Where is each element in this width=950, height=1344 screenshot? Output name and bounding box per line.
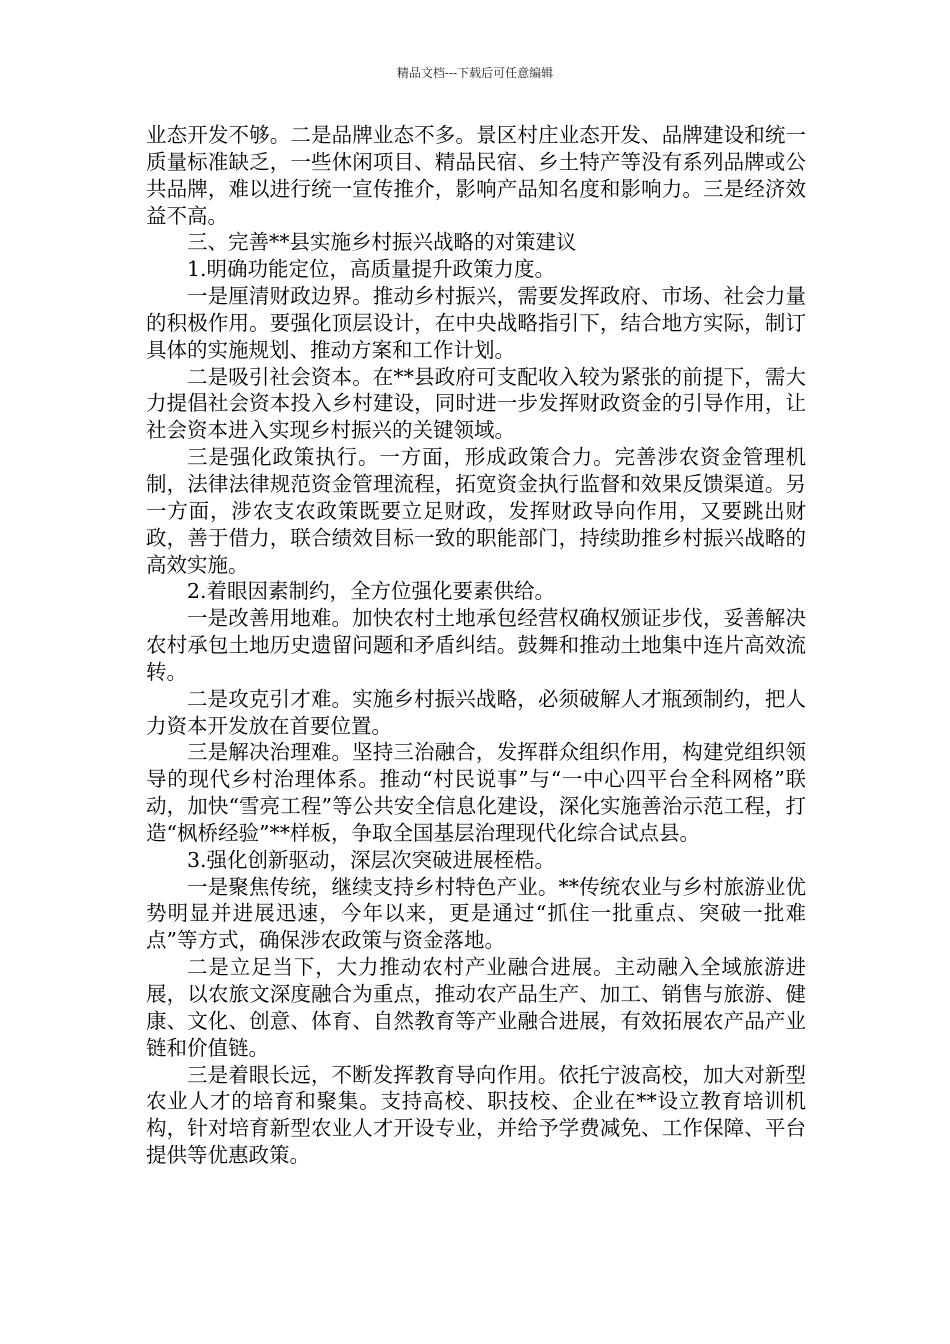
paragraph: 二是攻克引才难。实施乡村振兴战略，必须破解人才瓶颈制约，把人力资本开发放在首要位置。 bbox=[146, 686, 806, 738]
paragraph: 二是立足当下，大力推动农村产业融合进展。主动融入全域旅游进展，以农旅文深度融合为重点，推动农产品生产、加工、销售与旅游、健康、文化、创意、体育、自然教育等产业融合进展，有效拓展农产品产业链和价值链。 bbox=[146, 955, 806, 1060]
paragraph: 三是着眼长远，不断发挥教育导向作用。依托宁波高校，加大对新型农业人才的培育和聚集。支持高校、职技校、企业在**设立教育培训机构，针对培育新型农业人才开设专业，并给予学费减免、工作保障、平台提供等优惠政策。 bbox=[146, 1062, 806, 1168]
paragraph-continuation: 业态开发不够。二是品牌业态不多。景区村庄业态开发、品牌建设和统一质量标准缺乏，一些休闲项目、精品民宿、乡土特产等没有系列品牌或公共品牌，难以进行统一宣传推介，影响产品知名度和影响力。三是经济效益不高。 bbox=[146, 123, 806, 228]
page-header: 精品文档---下载后可任意编辑 bbox=[396, 66, 554, 80]
paragraph: 一是厘清财政边界。推动乡村振兴，需要发挥政府、市场、社会力量的积极作用。要强化顶层设计，在中央战略指引下，结合地方实际，制订具体的实施规划、推动方案和工作计划。 bbox=[146, 284, 806, 362]
paragraph: 三是强化政策执行。一方面，形成政策合力。完善涉农资金管理机制，法律法律规范资金管理流程，拓宽资金执行监督和效果反馈渠道。另一方面，涉农支农政策既要立足财政，发挥财政导向作用，又要跳出财政，善于借力，联合绩效目标一致的职能部门，持续助推乡村振兴战略的高效实施。 bbox=[146, 445, 806, 577]
subsection-heading-2: 2.着眼因素制约，全方位强化要素供给。 bbox=[187, 579, 556, 604]
paragraph: 二是吸引社会资本。在**县政府可支配收入较为紧张的前提下，需大力提倡社会资本投入乡村建设，同时进一步发挥财政资金的引导作用，让社会资本进入实现乡村振兴的关键领域。 bbox=[146, 364, 806, 443]
subsection-heading-1: 1.明确功能定位，高质量提升政策力度。 bbox=[187, 257, 556, 282]
paragraph: 一是聚焦传统，继续支持乡村特色产业。**传统农业与乡村旅游业优势明显并进展迅速，今年以来，更是通过“抓住一批重点、突破一批难点”等方式，确保涉农政策与资金落地。 bbox=[146, 874, 806, 953]
paragraph: 一是改善用地难。加快农村土地承包经营权确权颁证步伐，妥善解决农村承包土地历史遗留问题和矛盾纠结。鼓舞和推动土地集中连片高效流转。 bbox=[146, 606, 806, 684]
section-heading: 三、完善**县实施乡村振兴战略的对策建议 bbox=[187, 230, 577, 255]
document-body bbox=[146, 122, 806, 1169]
subsection-heading-3: 3.强化创新驱动，深层次突破进展桎梏。 bbox=[187, 847, 556, 872]
paragraph: 三是解决治理难。坚持三治融合，发挥群众组织作用，构建党组织领导的现代乡村治理体系。推动“村民说事”与“一中心四平台全科网格”联动，加快“雪亮工程”等公共安全信息化建设，深化实施善治示范工程，打造“枫桥经验”**样板，争取全国基层治理现代化综合试点县。 bbox=[146, 740, 806, 845]
